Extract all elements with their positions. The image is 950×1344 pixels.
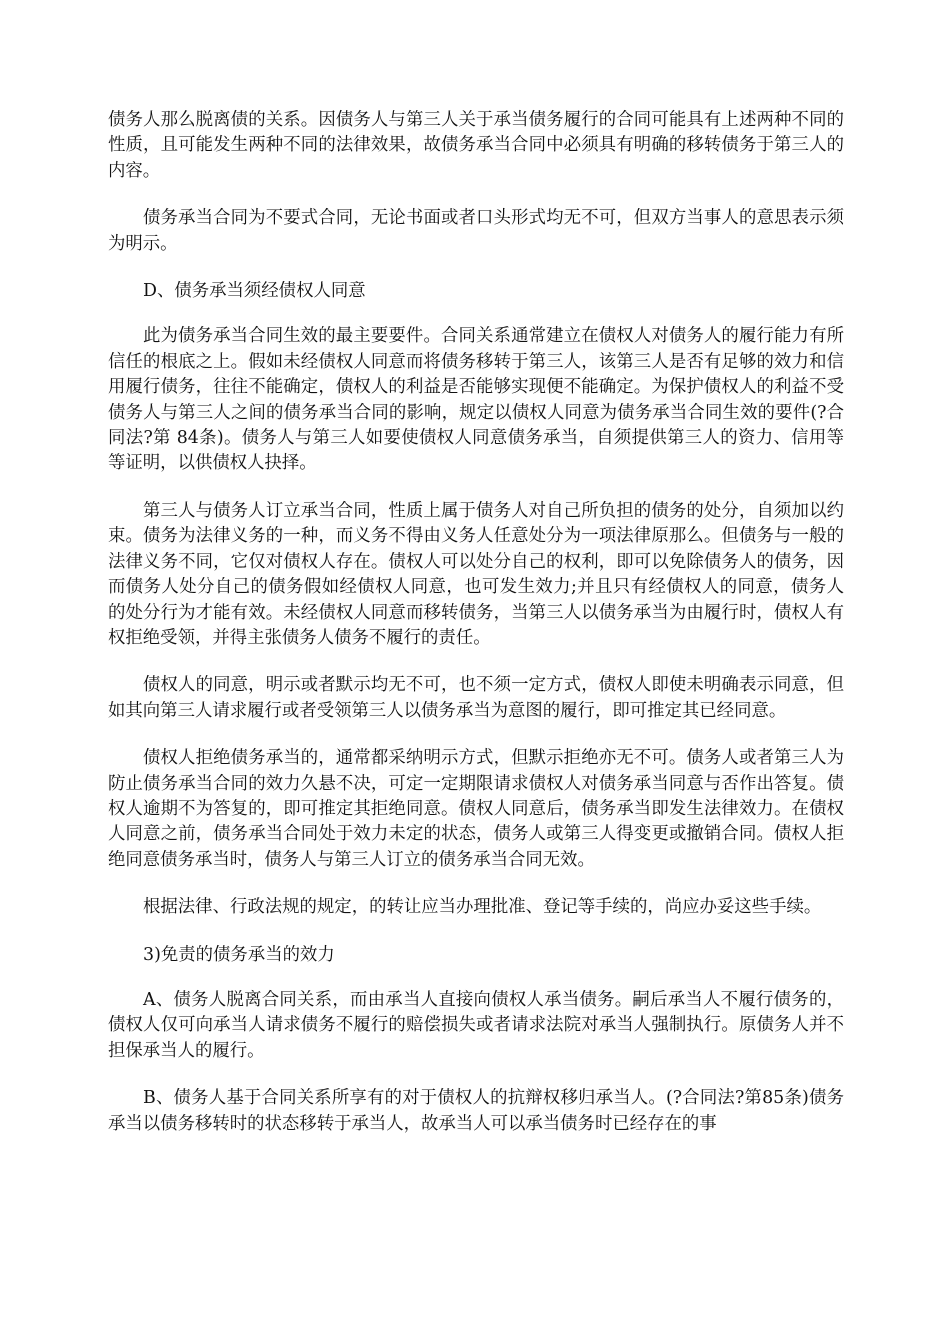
paragraph-consent-form: 债权人的同意，明示或者默示均无不可，也不须一定方式，债权人即使未明确表示同意，但如其向第三人请求履行或者受领第三人以债务承当为意图的履行，即可推定其已经同意。 (108, 675, 844, 721)
section-heading-creditor-consent: D、债务承当须经债权人同意 (143, 281, 366, 302)
paragraph-refusal: 债权人拒绝债务承当的，通常都采纳明示方式，但默示拒绝亦无不可。债务人或者第三人为防止债务承当合同的效力久悬不决，可定一定期限请求债权人对债务承当同意与否作出答复。债权人逾期不为答复的，即可推定其拒绝同意。债权人同意后，债务承当即发生法律效力。在债权人同意之前，债务承当合同处于效力未定的状态，债务人或第三人得变更或撤销合同。债权人拒绝同意债务承当时，债务人与第三人订立的债务承当合同无效。 (108, 748, 844, 870)
section-heading-effect: 3)免责的债务承当的效力 (143, 944, 335, 965)
paragraph-effect-b: B、债务人基于合同关系所享有的对于债权人的抗辩权移归承当人。(?合同法?第85条)债务承当以债务移转时的状态移转于承当人，故承当人可以承当债务时已经存在的事 (108, 1088, 844, 1134)
paragraph-approval-procedures: 根据法律、行政法规的规定，的转让应当办理批准、登记等手续的，尚应办妥这些手续。 (143, 897, 822, 918)
paragraph-contract-form: 债务承当合同为不要式合同，无论书面或者口头形式均无不可，但双方当事人的意思表示须为明示。 (108, 208, 844, 254)
paragraph-consent-requirement: 此为债务承当合同生效的最主要要件。合同关系通常建立在债权人对债务人的履行能力有所信任的根底之上。假如未经债权人同意而将债务移转于第三人，该第三人是否有足够的效力和信用履行债务，往往不能确定，债权人的利益是否能够实现便不能确定。为保护债权人的利益不受债务人与第三人之间的债务承当合同的影响，规定以债权人同意为债务承当合同生效的要件(?合同法?第 84条)。债务人与第三人如要使债权人同意债务承当，自须提供第三人的资力、信用等等证明，以供债权人抉择。 (108, 326, 844, 474)
paragraph-third-party-disposal: 第三人与债务人订立承当合同，性质上属于债务人对自己所负担的债务的处分，自须加以约束。债务为法律义务的一种，而义务不得由义务人任意处分为一项法律原那么。但债务与一般的法律义务不同，它仅对债权人存在。债权人可以处分自己的权利，即可以免除债务人的债务，因而债务人处分自己的债务假如经债权人同意，也可发生效力;并且只有经债权人的同意，债务人的处分行为才能有效。未经债权人同意而移转债务，当第三人以债务承当为由履行时，债权人有权拒绝受领，并得主张债务人债务不履行的责任。 (108, 500, 844, 648)
paragraph-continuation: 债务人那么脱离债的关系。因债务人与第三人关于承当债务履行的合同可能具有上述两种不同的性质，且可能发生两种不同的法律效果，故债务承当合同中必须具有明确的移转债务于第三人的内容。 (108, 110, 844, 181)
paragraph-effect-a: A、债务人脱离合同关系，而由承当人直接向债权人承当债务。嗣后承当人不履行债务的，债权人仅可向承当人请求债务不履行的赔偿损失或者请求法院对承当人强制执行。原债务人并不担保承当人的履行。 (108, 989, 844, 1061)
document-page (108, 108, 844, 1159)
